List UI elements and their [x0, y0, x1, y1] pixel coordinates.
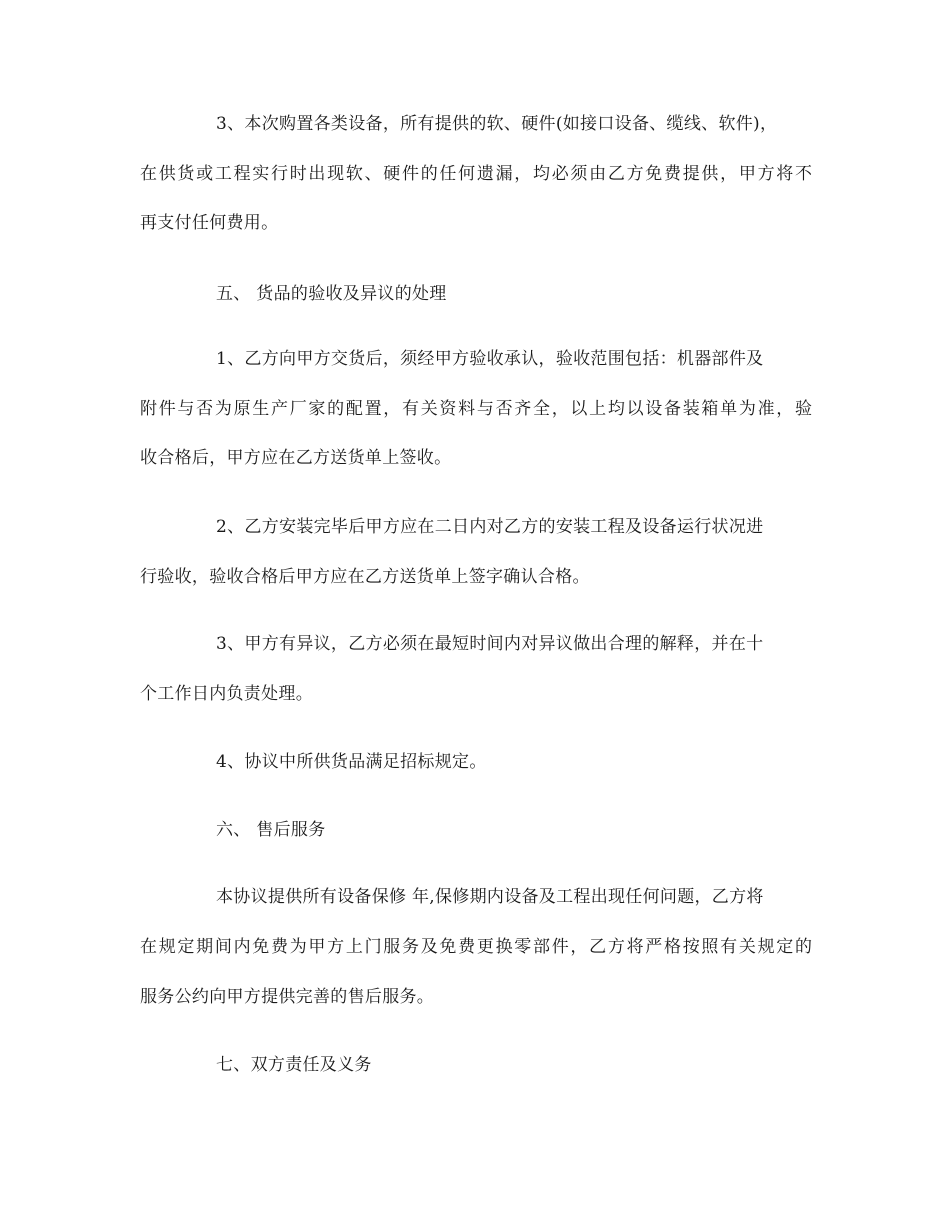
clause-5-3-line-2: 个工作日内负责处理。 [140, 684, 313, 704]
clause-4-3-line-2: 在供货或工程实行时出现软、硬件的任何遗漏，均必须由乙方免费提供，甲方将不 [140, 164, 812, 184]
clause-5-1-line-3: 收合格后，甲方应在乙方送货单上签收。 [140, 448, 452, 468]
clause-5-4: 4、协议中所供货品满足招标规定。 [216, 752, 487, 772]
clause-5-2-line-1: 2、乙方安装完毕后甲方应在二日内对乙方的安装工程及设备运行状况进 [216, 517, 764, 537]
clause-5-3-line-1: 3、甲方有异议，乙方必须在最短时间内对异议做出合理的解释，并在十 [216, 634, 764, 654]
section-6-heading: 六、 售后服务 [216, 820, 326, 840]
clause-5-2-line-2: 行验收，验收合格后甲方应在乙方送货单上签字确认合格。 [140, 567, 590, 587]
section-6-body-line-1: 本协议提供所有设备保修 年,保修期内设备及工程出现任何问题，乙方将 [216, 887, 764, 907]
clause-5-1-line-1: 1、乙方向甲方交货后，须经甲方验收承认，验收范围包括：机器部件及 [216, 349, 764, 369]
clause-4-3-line-3: 再支付任何费用。 [140, 213, 279, 233]
section-6-body-line-3: 服务公约向甲方提供完善的售后服务。 [140, 987, 435, 1007]
section-7-heading: 七、双方责任及义务 [216, 1055, 372, 1075]
clause-5-1-line-2: 附件与否为原生产厂家的配置，有关资料与否齐全，以上均以设备装箱单为准，验 [140, 399, 812, 419]
clause-4-3-line-1: 3、本次购置各类设备，所有提供的软、硬件(如接口设备、缆线、软件)， [216, 114, 778, 134]
section-5-heading: 五、 货品的验收及异议的处理 [216, 284, 447, 304]
section-6-body-line-2: 在规定期间内免费为甲方上门服务及免费更换零部件，乙方将严格按照有关规定的 [140, 937, 812, 957]
